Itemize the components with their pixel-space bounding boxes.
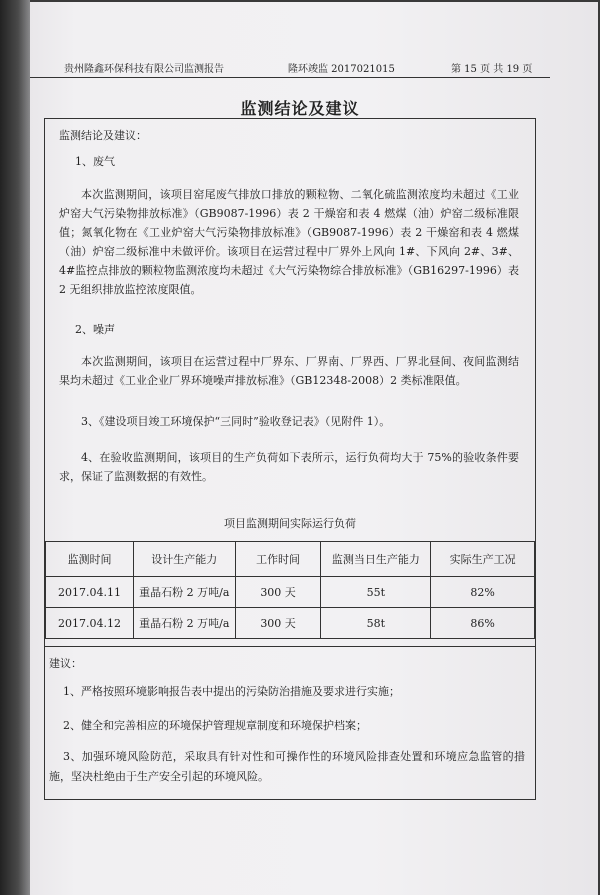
header-page-number: 第 15 页 共 19 页 <box>451 64 533 75</box>
table-cell: 重晶石粉 2 万吨/a <box>133 608 235 639</box>
table-header-cell: 监测当日生产能力 <box>321 542 431 577</box>
page-shadow-edge <box>0 0 30 895</box>
suggestions-label: 建议： <box>49 657 82 670</box>
header-report-no: 隆环竣监 2017021015 <box>288 64 395 75</box>
suggestion-1: 1、严格按照环境影响报告表中提出的污染防治措施及要求进行实施； <box>63 685 400 698</box>
table-cell: 2017.04.11 <box>46 577 134 608</box>
table-header-cell: 监测时间 <box>46 542 134 577</box>
table-cell: 86% <box>431 608 535 639</box>
table-header-cell: 设计生产能力 <box>133 542 235 577</box>
item-3: 3、《建设项目竣工环境保护“三同时”验收登记表》（见附件 1）。 <box>81 415 391 428</box>
item-4: 4、在验收监测期间，该项目的生产负荷如下表所示，运行负荷均大于 75%的验收条件要求，保证了监测数据的有效性。 <box>59 451 519 483</box>
page-title: 监测结论及建议 <box>240 99 360 118</box>
header-rule <box>30 77 550 78</box>
load-table <box>45 541 535 639</box>
table-title: 项目监测期间实际运行负荷 <box>224 517 356 530</box>
table-header-cell: 工作时间 <box>235 542 321 577</box>
table-cell: 58t <box>321 608 431 639</box>
gas-paragraph: 本次监测期间，该项目窑尾废气排放口排放的颗粒物、二氧化硫监测浓度均未超过《工业炉窑大气污染物排放标准》（GB9087-1996）表 2 干燥窑和表 4 燃煤（油）炉窑二级标准限值；氮氧化物在《工业炉窑大气污染物排放标准》（GB9087-1996）表 2 干燥窑和表 4 燃煤（油）炉窑二级标准中未做评价。该项目在运营过程中厂界外上风向 1#、下风向 2#、3#、4#监控点排放的颗粒物监测浓度均未超过《大气污染物综合排放标准》（GB16297-1996）表 2 无组织排放监控浓度限值。 <box>59 188 519 296</box>
header-company: 贵州隆鑫环保科技有限公司监测报告 <box>64 64 224 75</box>
table-cell: 2017.04.12 <box>46 608 134 639</box>
suggestions-section <box>45 646 535 799</box>
conclusion-box <box>44 118 536 800</box>
table-cell: 300 天 <box>235 577 321 608</box>
gas-title: 1、废气 <box>75 155 115 168</box>
table-cell: 重晶石粉 2 万吨/a <box>133 577 235 608</box>
table-cell: 82% <box>431 577 535 608</box>
table-cell: 55t <box>321 577 431 608</box>
suggestion-2: 2、健全和完善相应的环境保护管理规章制度和环境保护档案； <box>63 719 367 732</box>
table-header-row <box>46 542 535 577</box>
noise-paragraph: 本次监测期间，该项目在运营过程中厂界东、厂界南、厂界西、厂界北昼间、夜间监测结果均未超过《工业企业厂界环境噪声排放标准》（GB12348-2008）2 类标准限值。 <box>59 355 519 387</box>
table-header-cell: 实际生产工况 <box>431 542 535 577</box>
section-label: 监测结论及建议： <box>59 129 147 142</box>
suggestion-3: 3、加强环境风险防范，采取具有针对性和可操作性的环境风险排查处置和环境应急监管的措施，坚决杜绝由于生产安全引起的环境风险。 <box>49 750 525 783</box>
table-row <box>46 608 535 639</box>
table-cell: 300 天 <box>235 608 321 639</box>
page-header <box>30 56 550 78</box>
noise-title: 2、噪声 <box>75 323 115 336</box>
table-row <box>46 577 535 608</box>
